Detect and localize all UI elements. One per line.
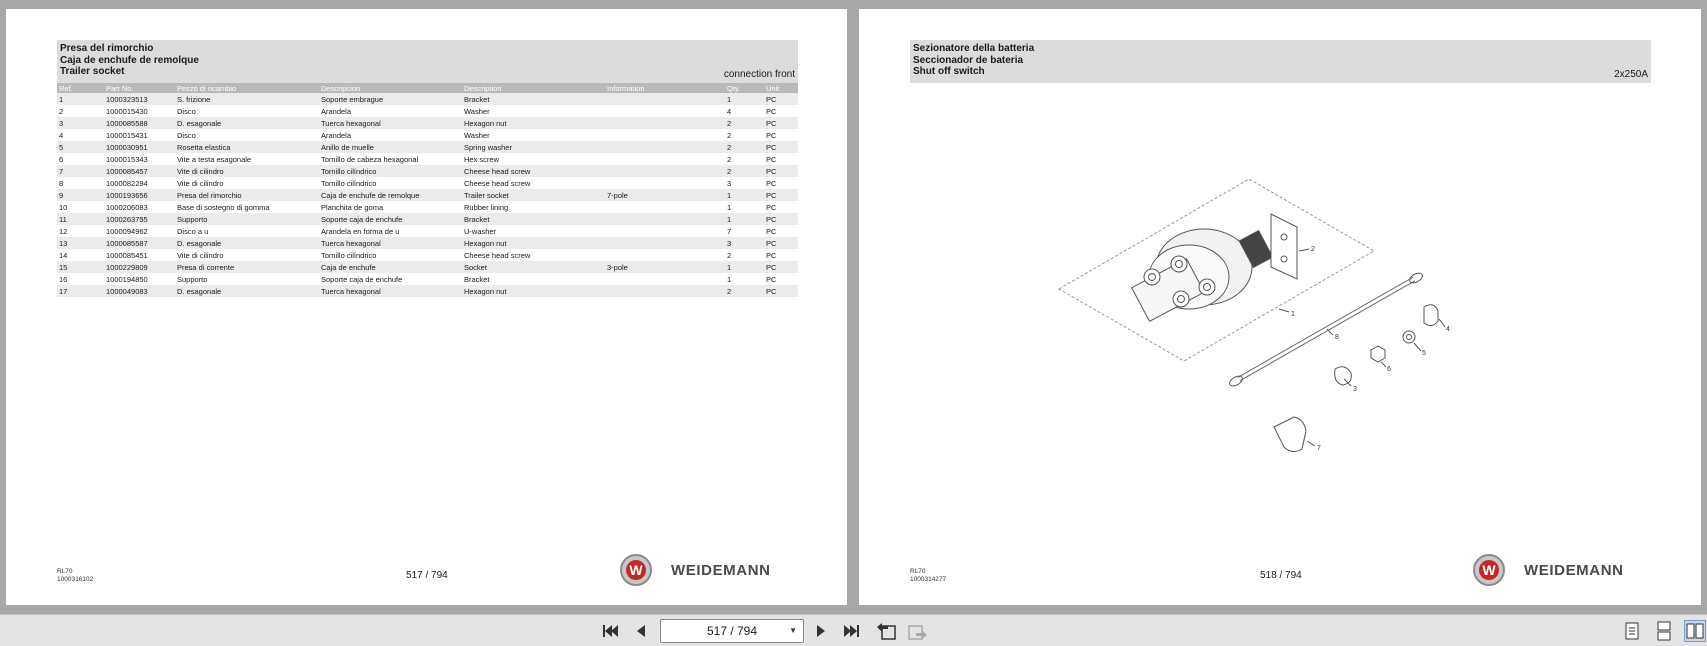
model-label: RL70 xyxy=(57,568,73,575)
cell-unit: PC xyxy=(766,106,777,116)
cell-part-no: 1000263755 xyxy=(104,213,175,225)
cell-description: Rubber lining xyxy=(464,202,509,212)
cell-part-no: 1000085588 xyxy=(104,117,175,129)
cell-qty: 2 xyxy=(725,165,764,177)
cell-qty: 1 xyxy=(727,274,732,284)
cell-part-no: 1000015430 xyxy=(106,106,148,116)
cell-ref: 7 xyxy=(57,165,104,177)
footer-codes xyxy=(57,568,93,584)
cell-unit: PC xyxy=(764,93,798,105)
cell-information xyxy=(605,141,725,153)
cell-information xyxy=(605,213,725,225)
cell-descripcion: Tuerca hexagonal xyxy=(319,237,462,249)
brand-logo xyxy=(1473,553,1653,589)
footer-codes xyxy=(910,568,946,584)
exploded-parts-drawing xyxy=(1059,179,1450,469)
cell-qty: 3 xyxy=(725,237,764,249)
cell-description: Bracket xyxy=(464,274,490,284)
cell-ref: 10 xyxy=(59,202,68,212)
cell-ref: 3 xyxy=(57,117,104,129)
cell-information xyxy=(605,273,725,285)
cell-information xyxy=(605,177,725,189)
col-qty: Qty. xyxy=(725,83,764,93)
cell-pezzo: Disco xyxy=(177,130,196,140)
cell-descripcion: Arandela en forma de u xyxy=(321,226,400,236)
cell-pezzo: S. frizione xyxy=(175,93,319,105)
table-row xyxy=(57,201,798,213)
cell-description: Spring washer xyxy=(462,141,605,153)
cell-qty: 1 xyxy=(725,261,764,273)
cell-description: Socket xyxy=(462,261,605,273)
col-pezzo: Pezzo di ricambio xyxy=(175,83,319,93)
cell-descripcion: Tornillo cilíndrico xyxy=(319,165,462,177)
cell-qty: 2 xyxy=(725,141,764,153)
section-subtitle: 2x250A xyxy=(1614,69,1648,80)
callout-4: 4 xyxy=(1446,326,1450,333)
cell-qty: 2 xyxy=(727,250,732,260)
cell-information xyxy=(605,201,725,213)
cell-unit: PC xyxy=(766,130,777,140)
table-row xyxy=(57,153,798,165)
cell-qty: 3 xyxy=(727,178,732,188)
cell-descripcion: Tornillo cilíndrico xyxy=(321,178,377,188)
cell-unit: PC xyxy=(764,261,798,273)
weidemann-emblem-icon: W xyxy=(1473,554,1505,586)
cell-pezzo: Vite di cilindro xyxy=(177,250,224,260)
section-header xyxy=(57,40,798,83)
callout-5: 5 xyxy=(1422,350,1426,357)
cell-pezzo: Rosetta elastica xyxy=(175,141,319,153)
cell-ref: 14 xyxy=(59,250,68,260)
cell-descripcion: Soporte embrague xyxy=(319,93,462,105)
table-row xyxy=(57,225,798,237)
cell-descripcion: Tuerca hexagonal xyxy=(319,285,462,297)
part-angled-connector xyxy=(1274,417,1306,452)
callout-6: 6 xyxy=(1387,366,1391,373)
cell-qty: 1 xyxy=(725,213,764,225)
table-row xyxy=(57,261,798,273)
cell-pezzo: D. esagonale xyxy=(175,117,319,129)
cell-descripcion: Soporte caja de enchufe xyxy=(319,213,462,225)
cell-ref: 2 xyxy=(59,106,64,116)
table-row xyxy=(57,237,798,249)
cell-pezzo: Presa di corrente xyxy=(175,261,319,273)
cell-qty: 2 xyxy=(727,130,732,140)
cell-information xyxy=(605,129,725,141)
table-row xyxy=(57,105,798,117)
cell-description: Cheese head screw xyxy=(464,178,531,188)
cell-descripcion: Tornillo cilíndrico xyxy=(321,250,377,260)
document-page-left xyxy=(6,9,847,605)
cell-description: Bracket xyxy=(462,93,605,105)
cell-pezzo: Vite di cilindro xyxy=(177,178,224,188)
table-row xyxy=(57,117,798,129)
title-english: Shut off switch xyxy=(913,66,985,77)
part-cap xyxy=(1424,305,1438,326)
cell-part-no: 1000085457 xyxy=(104,165,175,177)
table-row xyxy=(57,141,798,153)
page-number: 517 / 794 xyxy=(406,570,448,581)
back-icon[interactable] xyxy=(874,620,898,642)
cell-part-no: 1000206083 xyxy=(106,202,148,212)
forward-icon[interactable] xyxy=(906,620,930,642)
cell-part-no: 1000015431 xyxy=(106,130,148,140)
viewer-toolbar xyxy=(0,614,1707,646)
cell-ref: 4 xyxy=(59,130,64,140)
cell-qty: 2 xyxy=(725,117,764,129)
cell-pezzo: Disco xyxy=(177,106,196,116)
col-ref: Ref. xyxy=(57,83,104,93)
table-row xyxy=(57,285,798,297)
page-number-field[interactable]: 517 / 794 ▼ xyxy=(660,619,804,643)
cell-part-no: 1000193656 xyxy=(104,189,175,201)
cell-part-no: 1000030951 xyxy=(104,141,175,153)
title-italian: Presa del rimorchio xyxy=(60,43,154,54)
parts-table-header xyxy=(57,83,798,93)
cell-description: Washer xyxy=(464,130,490,140)
cell-description: Washer xyxy=(464,106,490,116)
cell-qty: 4 xyxy=(727,106,732,116)
cell-qty: 2 xyxy=(725,285,764,297)
next-page-icon[interactable] xyxy=(812,620,832,642)
cell-qty: 1 xyxy=(725,189,764,201)
table-row xyxy=(57,177,798,189)
cell-part-no: 1000194850 xyxy=(106,274,148,284)
cell-unit: PC xyxy=(766,226,777,236)
title-italian: Sezionatore della batteria xyxy=(913,43,1035,54)
parts-table xyxy=(57,83,798,297)
cell-part-no: 1000015343 xyxy=(106,154,148,164)
section-header xyxy=(910,40,1651,83)
cell-ref: 5 xyxy=(57,141,104,153)
doc-code: 1000314277 xyxy=(910,576,947,583)
title-english: Trailer socket xyxy=(60,66,125,77)
cell-information xyxy=(605,93,725,105)
cell-ref: 9 xyxy=(57,189,104,201)
model-label: RL70 xyxy=(910,568,926,575)
first-page-icon[interactable] xyxy=(598,620,622,642)
cell-ref: 17 xyxy=(57,285,104,297)
col-description: Description xyxy=(462,83,605,93)
cell-information xyxy=(605,105,725,117)
callout-7: 7 xyxy=(1317,445,1321,452)
cell-unit: PC xyxy=(764,237,798,249)
table-row xyxy=(57,129,798,141)
brand-logo xyxy=(620,553,800,589)
cell-unit: PC xyxy=(766,178,777,188)
cell-pezzo: Base di sostegno di gomma xyxy=(177,202,270,212)
cell-pezzo: Presa del rimorchio xyxy=(175,189,319,201)
last-page-icon[interactable] xyxy=(840,620,864,642)
cell-pezzo: D. esagonale xyxy=(175,237,319,249)
table-row xyxy=(57,165,798,177)
prev-page-icon[interactable] xyxy=(630,620,650,642)
cell-description: Hex screw xyxy=(464,154,500,164)
cell-information xyxy=(605,117,725,129)
cell-pezzo: Disco a u xyxy=(177,226,209,236)
cell-ref: 1 xyxy=(57,93,104,105)
cell-part-no: 1000085587 xyxy=(104,237,175,249)
cell-unit: PC xyxy=(764,141,798,153)
cell-information xyxy=(605,249,725,261)
callout-1: 1 xyxy=(1291,311,1295,318)
cell-descripcion: Arandela xyxy=(321,106,352,116)
table-row xyxy=(57,189,798,201)
document-page-right xyxy=(859,9,1701,605)
cell-description: Hexagon nut xyxy=(462,237,605,249)
brand-name: WEIDEMANN xyxy=(1524,562,1624,579)
cell-information xyxy=(605,165,725,177)
cell-descripcion: Caja de enchufe de remolque xyxy=(319,189,462,201)
cell-part-no: 1000082294 xyxy=(106,178,148,188)
cell-pezzo: Vite a testa esagonale xyxy=(177,154,252,164)
cell-qty: 1 xyxy=(727,202,732,212)
cell-information xyxy=(605,285,725,297)
continuous-icon[interactable] xyxy=(1654,620,1674,642)
title-spanish: Caja de enchufe de remolque xyxy=(60,55,199,66)
cell-ref: 6 xyxy=(59,154,64,164)
single-page-icon[interactable] xyxy=(1622,620,1642,642)
cell-information xyxy=(605,225,725,237)
section-subtitle: connection front xyxy=(723,69,795,80)
cell-ref: 16 xyxy=(59,274,68,284)
cell-description: Bracket xyxy=(462,213,605,225)
callout-8: 8 xyxy=(1335,334,1339,341)
page-number: 518 / 794 xyxy=(1260,570,1302,581)
cell-part-no: 1000229809 xyxy=(104,261,175,273)
cell-ref: 13 xyxy=(57,237,104,249)
cell-information xyxy=(605,153,725,165)
cell-qty: 2 xyxy=(727,154,732,164)
cell-ref: 8 xyxy=(59,178,64,188)
col-descripcion: Descripcion xyxy=(319,83,462,93)
table-row xyxy=(57,273,798,285)
callout-3: 3 xyxy=(1353,386,1357,393)
two-page-icon[interactable] xyxy=(1684,620,1706,642)
cell-unit: PC xyxy=(766,274,777,284)
cell-description: Cheese head screw xyxy=(464,250,531,260)
cell-descripcion: Arandela xyxy=(321,130,352,140)
cell-information: 7-pole xyxy=(605,189,725,201)
cell-description: Hexagon nut xyxy=(462,117,605,129)
cell-description: Cheese head screw xyxy=(462,165,605,177)
cell-unit: PC xyxy=(764,165,798,177)
cell-unit: PC xyxy=(764,213,798,225)
cell-part-no: 1000085451 xyxy=(106,250,148,260)
cell-description: U-washer xyxy=(464,226,497,236)
title-spanish: Seccionador de bateria xyxy=(913,55,1024,66)
callout-2: 2 xyxy=(1311,246,1315,253)
cell-descripcion: Soporte caja de enchufe xyxy=(321,274,403,284)
cell-information xyxy=(605,237,725,249)
col-information: Information xyxy=(605,83,725,93)
col-unit: Unit xyxy=(764,83,798,93)
cell-description: Trailer socket xyxy=(462,189,605,201)
cell-ref: 12 xyxy=(59,226,68,236)
cell-pezzo: Supporto xyxy=(175,213,319,225)
cell-ref: 15 xyxy=(57,261,104,273)
cell-descripcion: Anillo de muelle xyxy=(319,141,462,153)
cell-unit: PC xyxy=(766,154,777,164)
cell-qty: 7 xyxy=(727,226,732,236)
cell-ref: 11 xyxy=(57,213,104,225)
col-part-no: Part No. xyxy=(104,83,175,93)
cell-pezzo: Supporto xyxy=(177,274,208,284)
cell-unit: PC xyxy=(764,189,798,201)
doc-code: 1000316102 xyxy=(57,576,94,583)
cell-part-no: 1000094962 xyxy=(106,226,148,236)
page-dropdown-icon[interactable]: ▼ xyxy=(789,626,797,635)
cell-descripcion: Caja de enchufe xyxy=(319,261,462,273)
brand-name: WEIDEMANN xyxy=(671,562,771,579)
cell-part-no: 1000323513 xyxy=(104,93,175,105)
cell-descripcion: Tuerca hexagonal xyxy=(319,117,462,129)
cell-unit: PC xyxy=(764,117,798,129)
cell-unit: PC xyxy=(766,202,777,212)
cell-pezzo: D. esagonale xyxy=(175,285,319,297)
cell-unit: PC xyxy=(764,285,798,297)
table-row xyxy=(57,249,798,261)
cell-descripcion: Tornillo de cabeza hexagonal xyxy=(321,154,419,164)
cell-description: Hexagon nut xyxy=(462,285,605,297)
table-row xyxy=(57,213,798,225)
weidemann-emblem-icon: W xyxy=(620,554,652,586)
cell-part-no: 1000049083 xyxy=(104,285,175,297)
cell-unit: PC xyxy=(766,250,777,260)
table-row xyxy=(57,93,798,105)
cell-descripcion: Planchita de goma xyxy=(321,202,384,212)
cell-information: 3-pole xyxy=(605,261,725,273)
cell-qty: 1 xyxy=(725,93,764,105)
cell-pezzo: Vite di cilindro xyxy=(175,165,319,177)
